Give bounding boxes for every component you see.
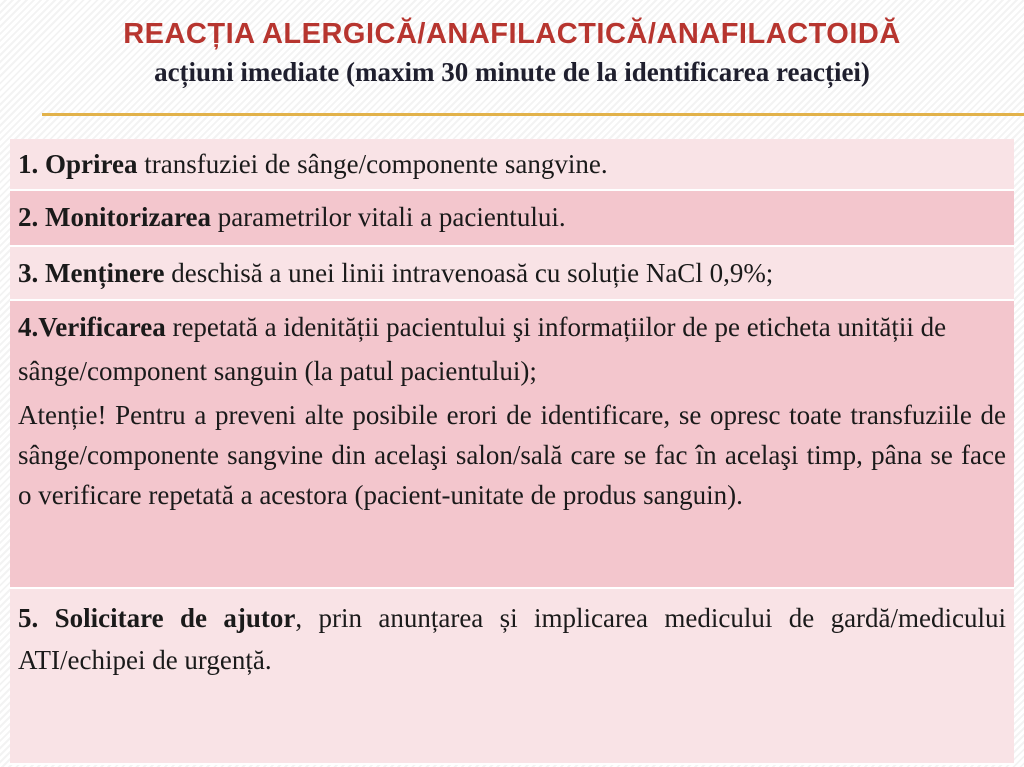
table-row <box>10 191 1014 247</box>
row-main-paragraph <box>18 305 1006 393</box>
table-row <box>10 301 1014 589</box>
row-text: , prin anunțarea și implicarea medicului de gardă/medicului ATI/echipei de urgență. <box>18 603 1006 675</box>
subtitle-rest: (maxim 30 minute de la identificarea reacției) <box>346 57 870 87</box>
row-main-paragraph <box>18 597 1006 681</box>
slide-title: REACȚIA ALERGICĂ/ANAFILACTICĂ/ANAFILACTOIDĂ <box>123 18 901 50</box>
slide-subtitle <box>0 54 1024 90</box>
actions-table <box>10 139 1014 765</box>
row-number: 1. <box>18 149 45 179</box>
row-keyword: Oprirea <box>45 149 138 179</box>
row-text: parametrilor vitali a pacientului. <box>210 202 566 232</box>
row-text: repetată a idenității pacientului şi informațiilor de pe eticheta unității de sânge/component sanguin (la patul pacientului); <box>18 312 947 386</box>
header <box>0 14 1024 90</box>
subtitle-lead: acțiuni imediate <box>154 57 347 87</box>
row-text: transfuziei de sânge/componente sangvine. <box>137 149 608 179</box>
row-number: 5. <box>18 603 55 633</box>
row-number: 3. <box>18 258 45 288</box>
row-keyword: Menținere <box>45 258 165 288</box>
row-number: 4. <box>18 312 39 342</box>
row-number: 2. <box>18 202 45 232</box>
row-note: Atenție! Pentru a preveni alte posibile erori de identificare, se opresc toate transfuziile de sânge/componente sangvine din acelaşi salon/sală care se fac în acelaşi timp, pâna se face o verificare repetată a acestora (pacient-unitate de produs sanguin). <box>18 400 1006 510</box>
row-keyword: Monitorizarea <box>45 202 211 232</box>
table-row <box>10 247 1014 301</box>
title-divider <box>42 113 1024 116</box>
row-keyword: Solicitare de ajutor <box>54 603 296 633</box>
row-text: deschisă a unei linii intravenoasă cu soluție NaCl 0,9%; <box>164 258 774 288</box>
row-keyword: Verificarea <box>38 312 166 342</box>
table-row <box>10 589 1014 765</box>
table-row <box>10 139 1014 191</box>
